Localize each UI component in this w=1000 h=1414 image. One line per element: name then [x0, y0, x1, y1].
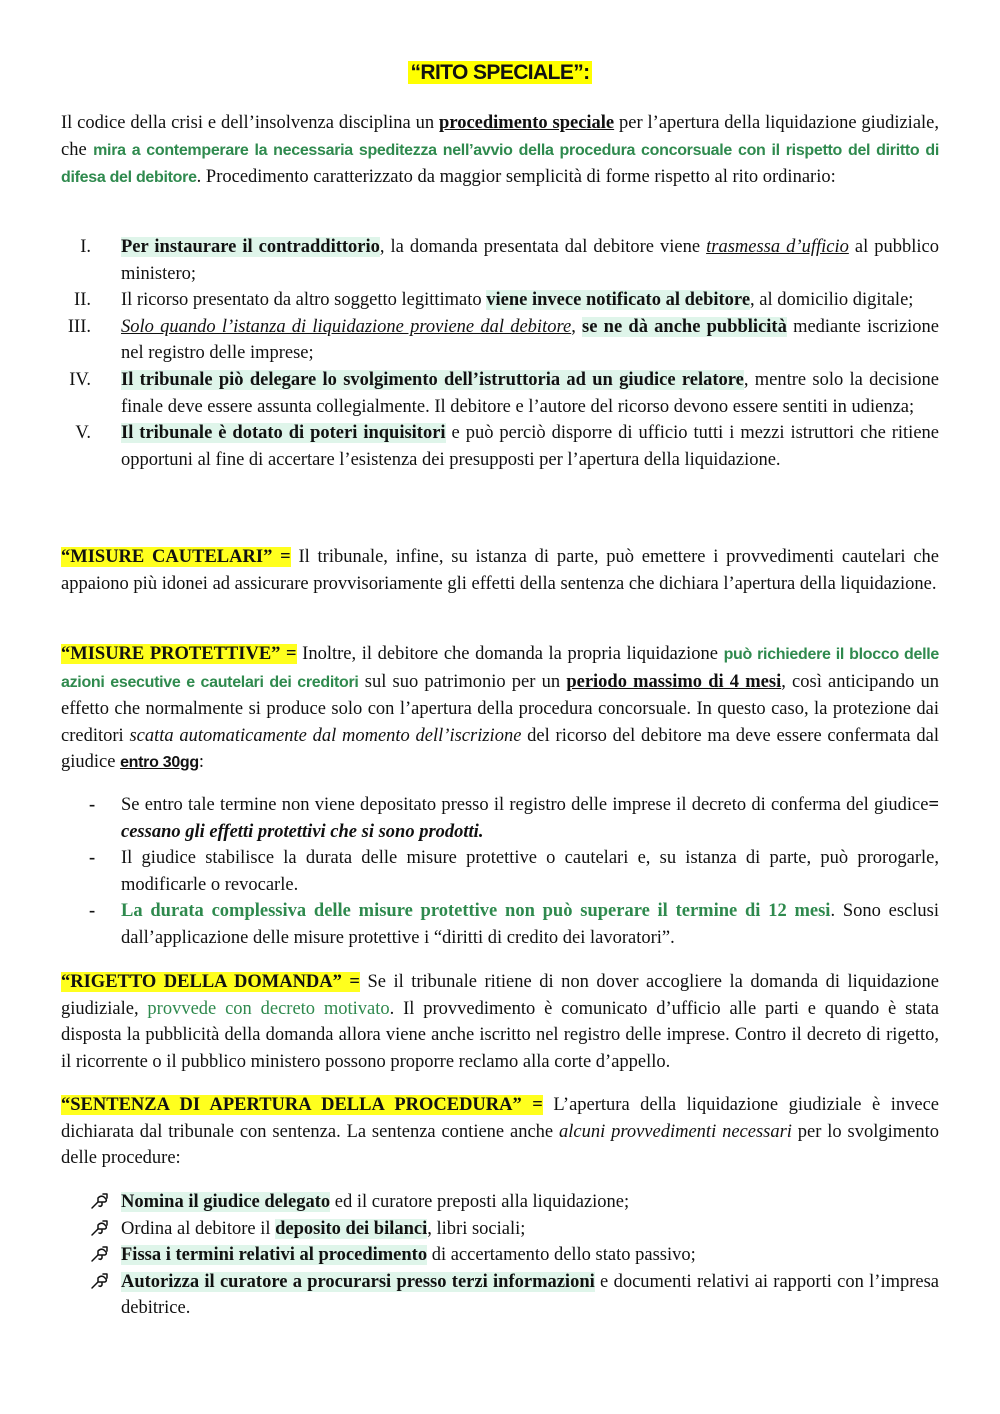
section-label: “SENTENZA DI APERTURA DELLA PROCEDURA” =: [61, 1095, 543, 1115]
rigetto-paragraph: “RIGETTO DELLA DOMANDA” = Se il tribunale ritiene di non dover accogliere la domanda di liquidazione giudiziale, provvede con decreto motivato. Il provvedimento è comunicato d’ufficio alle parti e quando è stata disposta la pubblicità della domanda allora viene anche iscritto nel registro delle imprese. Contro il decreto di rigetto, il ricorrente o il pubblico ministero possono proporre reclamo alla corte d’appello.: [61, 972, 939, 1072]
list-item: III. Solo quando l’istanza di liquidazione proviene dal debitore, se ne dà anche pubblicità mediante iscrizione nel registro delle imprese;: [67, 316, 940, 364]
hand-arrow-icon: [89, 1271, 109, 1291]
list-item: - Se entro tale termine non viene depositato presso il registro delle imprese il decreto di conferma del giudice= cessano gli effetti protettivi che si sono prodotti.: [89, 795, 939, 842]
list-item: - La durata complessiva delle misure protettive non può superare il termine di 12 mesi. Sono esclusi dall’applicazione delle misure protettive i “diritti di credito dei lavoratori”.: [89, 901, 939, 948]
section-label: “MISURE PROTETTIVE” =: [61, 644, 297, 664]
page-title: “RITO SPECIALE”:: [410, 61, 590, 84]
hand-arrow-icon: [89, 1191, 109, 1211]
hand-arrow-icon: [89, 1244, 109, 1264]
sentenza-paragraph: “SENTENZA DI APERTURA DELLA PROCEDURA” = L’apertura della liquidazione giudiziale è invece dichiarata dal tribunale con sentenza. La sentenza contiene anche alcuni provvedimenti necessari per lo svolgimento delle procedure:: [61, 1095, 939, 1169]
protettive-paragraph: “MISURE PROTETTIVE” = Inoltre, il debitore che domanda la propria liquidazione può richiedere il blocco delle azioni esecutive e cautelari dei creditori sul suo patrimonio per un periodo massimo di 4 mesi, così anticipando un effetto che normalmente si produce solo con l’apertura della procedura concorsuale. In questo caso, la protezione dai creditori scatta automaticamente dal momento dell’iscrizione del ricorso del debitore ma deve essere confermata dal giudice entro 30gg:: [61, 644, 940, 773]
list-item: Autorizza il curatore a procurarsi presso terzi informazioni e documenti relativi ai rapporti con l’impresa debitrice.: [61, 1269, 939, 1322]
section-label: “MISURE CAUTELARI” =: [61, 547, 291, 567]
list-item: II. Il ricorso presentato da altro soggetto legittimato viene invece notificato al debitore, al domicilio digitale;: [74, 290, 914, 311]
list-item: Fissa i termini relativi al procedimento di accertamento dello stato passivo;: [61, 1242, 939, 1269]
list-item: Nomina il giudice delegato ed il curatore preposti alla liquidazione;: [61, 1189, 939, 1216]
list-item: I. Per instaurare il contraddittorio, la domanda presentata dal debitore viene trasmessa d’ufficio al pubblico ministero;: [80, 237, 939, 284]
roman-list: [61, 234, 939, 473]
hand-arrow-icon: [89, 1218, 109, 1238]
list-item: Ordina al debitore il deposito dei bilanci, libri sociali;: [61, 1216, 939, 1243]
cautelari-paragraph: “MISURE CAUTELARI” = Il tribunale, infine, su istanza di parte, può emettere i provvedimenti cautelari che appaiono più idonei ad assicurare provvisoriamente gli effetti della sentenza che dichiara l’apertura della liquidazione.: [61, 547, 939, 594]
list-item: V. Il tribunale è dotato di poteri inquisitori e può perciò disporre di ufficio tutti i mezzi istruttori che ritiene opportuni al fine di accertare l’esistenza dei presupposti per l’apertura della liquidazione.: [75, 423, 939, 470]
list-item: - Il giudice stabilisce la durata delle misure protettive o cautelari e, su istanza di parte, può prorogarle, modificarle o revocarle.: [89, 848, 939, 895]
intro-paragraph: Il codice della crisi e dell’insolvenza disciplina un procedimento speciale per l’apertura della liquidazione giudiziale, che mira a contemperare la necessaria speditezza nell’avvio della procedura concorsuale con il rispetto del diritto di difesa del debitore. Procedimento caratterizzato da maggior semplicità di forme rispetto al rito ordinario:: [61, 113, 940, 188]
section-label: “RIGETTO DELLA DOMANDA” =: [61, 972, 360, 992]
arrow-list: [61, 1189, 939, 1322]
list-item: IV. Il tribunale piò delegare lo svolgimento dell’istruttoria ad un giudice relatore, mentre solo la decisione finale deve essere assunta collegialmente. Il debitore e l’autore del ricorso devono essere sentiti in udienza;: [69, 369, 939, 417]
dash-list: [61, 792, 939, 952]
